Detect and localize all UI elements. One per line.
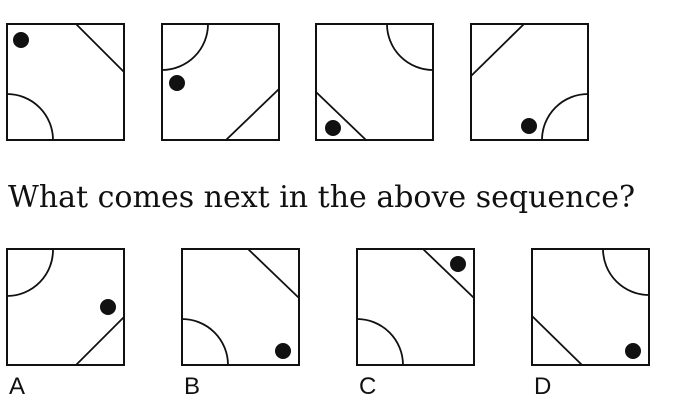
sequence-row [7,24,588,140]
sequence-figure-2 [162,24,279,140]
diagonal-line [76,24,124,72]
diagonal-line [471,24,524,76]
sequence-figure-1 [7,24,124,140]
filled-dot-icon [100,299,116,315]
option-label-d[interactable]: D [534,373,552,400]
answer-option-d[interactable] [532,249,649,365]
filled-dot-icon [450,256,466,272]
quarter-arc [357,319,403,365]
diagonal-line [423,249,474,298]
sequence-figure-4 [471,24,588,140]
quarter-arc [542,94,588,140]
filled-dot-icon [169,75,185,91]
diagonal-line [226,89,279,140]
option-label-a[interactable]: A [9,373,26,400]
answer-option-c[interactable] [357,249,474,365]
option-label-b[interactable]: B [184,373,201,400]
filled-dot-icon [275,343,291,359]
diagonal-line [76,317,124,365]
quarter-arc [182,319,228,365]
filled-dot-icon [13,32,29,48]
diagonal-line [248,249,299,298]
quarter-arc [7,94,53,140]
filled-dot-icon [325,120,341,136]
diagonal-line [316,92,366,140]
quarter-arc [162,24,208,70]
quarter-arc [603,249,649,295]
answer-option-a[interactable] [7,249,124,365]
filled-dot-icon [625,343,641,359]
answer-option-b[interactable] [182,249,299,365]
option-label-c[interactable]: C [359,373,377,400]
quarter-arc [387,24,433,70]
diagonal-line [532,316,582,365]
filled-dot-icon [521,118,537,134]
sequence-figure-3 [316,24,433,140]
question-text: What comes next in the above sequence? [8,180,636,215]
answer-options-row [7,249,649,365]
quarter-arc [7,249,53,296]
